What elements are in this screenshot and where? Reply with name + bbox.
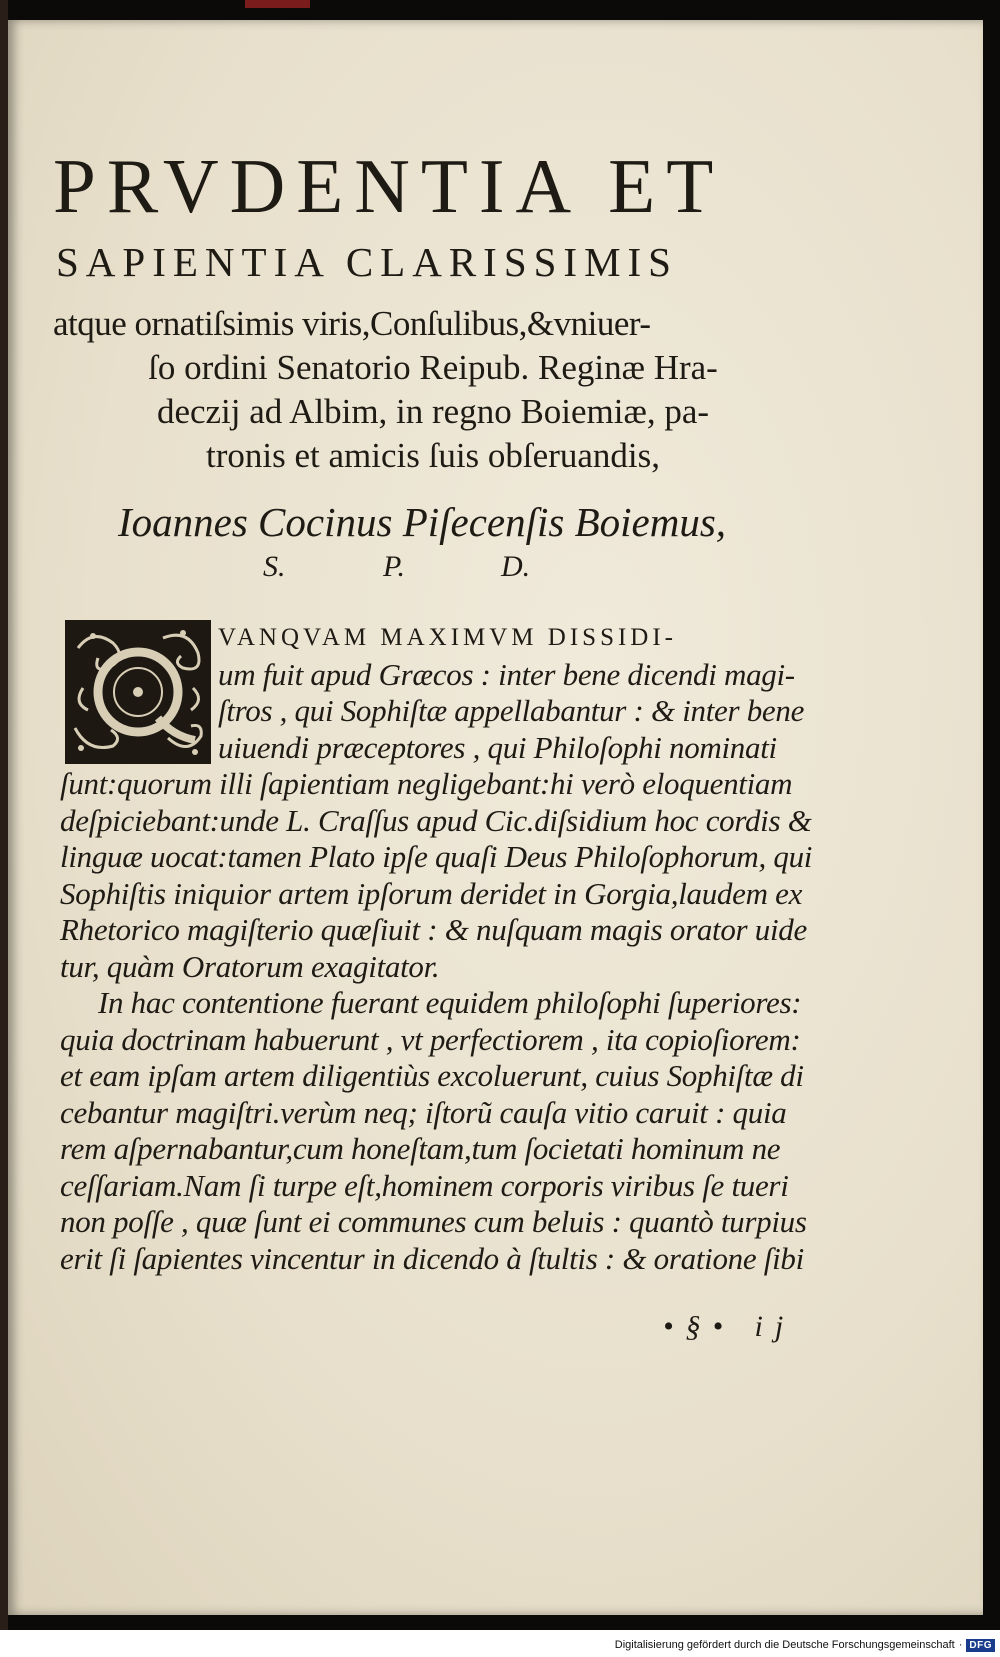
body-line: quia doctrinam habuerunt , vt perfectiorem , ita copioſiorem: (60, 1021, 801, 1057)
salutation-s: S. (263, 550, 286, 583)
body-line: Rhetorico magiſterio quæſiuit : & nuſquam magis orator uide (60, 912, 807, 947)
dedication-block (53, 302, 813, 478)
title-line-2: SAPIENTIA CLARISSIMIS (56, 239, 678, 285)
book-page (8, 20, 983, 1615)
footer-text: Digitalisierung gefördert durch die Deutsche Forschungsgemeinschaft (614, 1639, 955, 1651)
body-line: VANQVAM MAXIMVM DISSIDI- (218, 624, 678, 651)
dedication-line: atque ornatiſsimis viris,Conſulibus,&vniuer- (53, 304, 651, 343)
body-line: tur, quàm Oratorum exagitator. (60, 948, 440, 984)
body-line: cebantur magiſtri.verùm neq; iſtorũ cauſa vitio caruit : quia (60, 1094, 787, 1130)
body-line: um fuit apud Græcos : inter bene dicendi magi- (218, 656, 795, 692)
salutation-d: D. (501, 550, 531, 583)
author-line: Ioannes Cocinus Piſecenſis Boiemus, (118, 499, 727, 545)
ribbon-marker (245, 0, 310, 8)
title-line-1: PRVDENTIA ET (53, 143, 725, 229)
body-line: linguæ uocat:tamen Plato ipſe quaſi Deus Philoſophorum, qui (60, 839, 813, 874)
body-line: non poſſe , quæ ſunt ei communes cum beluis : quantò turpius (60, 1204, 807, 1239)
dedication-line: deczij ad Albim, in regno Boiemiæ, pa- (156, 392, 710, 431)
body-line: In hac contentione fuerant equidem philoſophi ſuperiores: (98, 985, 802, 1020)
body-line: Sophiſtis iniquior artem ipſorum deridet in Gorgia,laudem ex (60, 875, 803, 911)
signature-mark: •§• ij (663, 1310, 796, 1343)
footer-separator: · (958, 1639, 963, 1651)
body-line: erit ſi ſapientes vincentur in dicendo à ſtultis : & oratione ſibi (60, 1240, 804, 1276)
body-line: et eam ipſam artem diligentiùs excoluerunt, cuius Sophiſtæ di (60, 1058, 804, 1093)
body-line: uiuendi præceptores , qui Philoſophi nominati (218, 729, 777, 765)
body-text (60, 620, 813, 1277)
dedication-line: ſo ordini Senatorio Reipub. Reginæ Hra- (148, 348, 718, 387)
body-line: deſpiciebant:unde L. Craſſus apud Cic.diſsidium hoc cordis & (60, 802, 812, 838)
funding-footer (600, 1635, 995, 1655)
dfg-logo: DFG (966, 1639, 995, 1652)
body-line: ceſſariam.Nam ſi turpe eſt,hominem corporis viribus ſe tueri (60, 1167, 789, 1203)
body-line: rem aſpernabantur,cum honeſtam,tum ſocietati hominum ne (60, 1131, 781, 1166)
dedication-line: tronis et amicis ſuis obſeruandis, (206, 436, 660, 475)
body-line: ſunt:quorum illi ſapientiam negligebant:hi verò eloquentiam (60, 766, 793, 801)
salutation-p: P. (383, 550, 405, 583)
body-line: ſtros , qui Sophiſtæ appellabantur : & inter bene (218, 693, 805, 728)
binding-edge (0, 0, 8, 1630)
